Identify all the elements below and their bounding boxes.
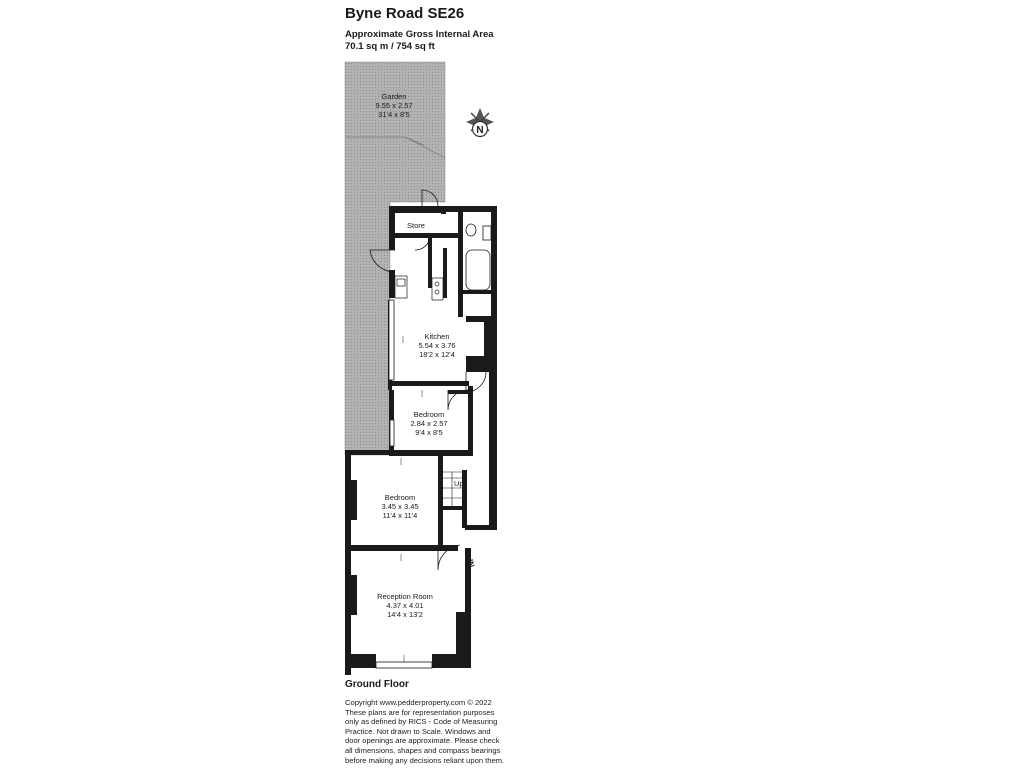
entrance-marker: IN — [465, 558, 477, 569]
plan-title: Byne Road SE26 — [345, 5, 465, 22]
area-label: Approximate Gross Internal Area — [345, 29, 494, 40]
compass-letter: N — [476, 125, 484, 136]
note-line: before making any decisions reliant upon them. — [345, 755, 505, 765]
garden-metric: 9.55 x 2.57 — [375, 101, 413, 110]
bedroom2-imperial: 11'4 x 11'4 — [382, 511, 418, 520]
bedroom2-name: Bedroom — [384, 493, 416, 502]
bedroom1-name: Bedroom — [413, 410, 445, 419]
note-line: Copyright www.pedderproperty.com © 2022 — [345, 698, 492, 707]
kitchen-imperial: 18'2 x 12'4 — [419, 350, 455, 359]
reception-metric: 4.37 x 4.01 — [386, 601, 424, 610]
kitchen-metric: 5.54 x 3.76 — [418, 341, 456, 350]
bathroom-fixtures — [466, 224, 491, 290]
bedroom1-imperial: 9'4 x 8'5 — [415, 428, 443, 437]
area-value: 70.1 sq m / 754 sq ft — [345, 41, 435, 52]
note-line: Practice. Not drawn to Scale. Windows and — [345, 726, 491, 736]
note-line: These plans are for representation purposes — [345, 707, 495, 717]
disclaimer-notes — [345, 698, 535, 765]
kitchen-fittings — [395, 276, 443, 300]
stairs-up-label: Up — [454, 479, 464, 488]
garden-imperial: 31'4 x 8'5 — [378, 110, 410, 119]
note-line: door openings are approximate. Please check — [345, 736, 500, 746]
bedroom1-metric: 2.84 x 2.57 — [410, 419, 448, 428]
kitchen-name: Kitchen — [424, 332, 450, 341]
note-line: all dimensions, shapes and compass bearings — [345, 745, 501, 755]
floor-label: Ground Floor — [345, 679, 409, 690]
bedroom2-metric: 3.45 x 3.45 — [381, 502, 419, 511]
garden-name: Garden — [381, 92, 407, 101]
reception-imperial: 14'4 x 13'2 — [387, 610, 423, 619]
store-name: Store — [407, 221, 425, 230]
note-line: only as defined by RICS - Code of Measuring — [345, 717, 498, 727]
reception-name: Reception Room — [377, 592, 433, 601]
